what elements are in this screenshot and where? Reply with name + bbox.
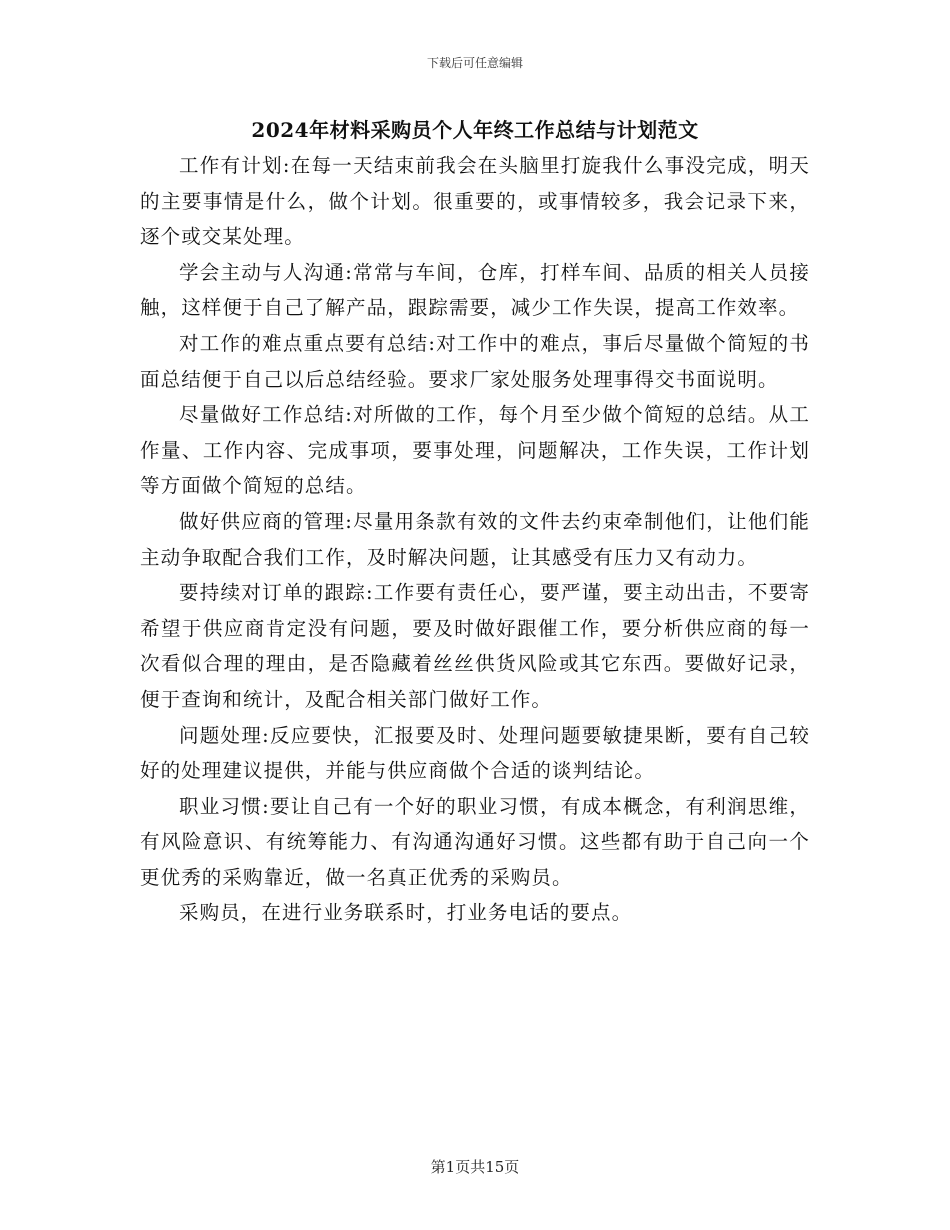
paragraph-supplier-management: 做好供应商的管理:尽量用条款有效的文件去约束牵制他们，让他们能主动争取配合我们工作，及时解决问题，让其感受有压力又有动力。 [140, 509, 810, 569]
paragraph-difficulty-summary: 对工作的难点重点要有总结:对工作中的难点，事后尽量做个简短的书面总结便于自己以后总结经验。要求厂家处服务处理事得交书面说明。 [140, 331, 810, 391]
paragraph-communication: 学会主动与人沟通:常常与车间，仓库，打样车间、品质的相关人员接触，这样便于自己了解产品，跟踪需要，减少工作失误，提高工作效率。 [140, 260, 810, 320]
page-header-note: 下载后可任意编辑 [426, 56, 523, 70]
paragraph-problem-handling: 问题处理:反应要快，汇报要及时、处理问题要敏捷果断，要有自己较好的处理建议提供，并能与供应商做个合适的谈判结论。 [140, 723, 810, 783]
paragraph-professional-habits: 职业习惯:要让自己有一个好的职业习惯，有成本概念，有利润思维，有风险意识、有统筹能力、有沟通沟通好习惯。这些都有助于自己向一个更优秀的采购靠近，做一名真正优秀的采购员。 [140, 794, 810, 889]
document-title: 2024年材料采购员个人年终工作总结与计划范文 [251, 118, 699, 142]
page-number: 第1页共15页 [430, 1158, 520, 1176]
paragraph-phone-tips: 采购员，在进行业务联系时，打业务电话的要点。 [179, 901, 633, 925]
paragraph-order-tracking: 要持续对订单的跟踪:工作要有责任心，要严谨，要主动出击，不要寄希望于供应商肯定没有问题，要及时做好跟催工作，要分析供应商的每一次看似合理的理由，是否隐藏着丝丝供货风险或其它东西。要做好记录，便于查询和统计，及配合相关部门做好工作。 [140, 581, 810, 711]
paragraph-work-plan: 工作有计划:在每一天结束前我会在头脑里打旋我什么事没完成，明天的主要事情是什么，做个计划。很重要的，或事情较多，我会记录下来，逐个或交某处理。 [140, 154, 810, 249]
document-body [140, 148, 810, 931]
paragraph-work-summary: 尽量做好工作总结:对所做的工作，每个月至少做个简短的总结。从工作量、工作内容、完成事项，要事处理，问题解决，工作失误，工作计划等方面做个简短的总结。 [140, 403, 810, 498]
